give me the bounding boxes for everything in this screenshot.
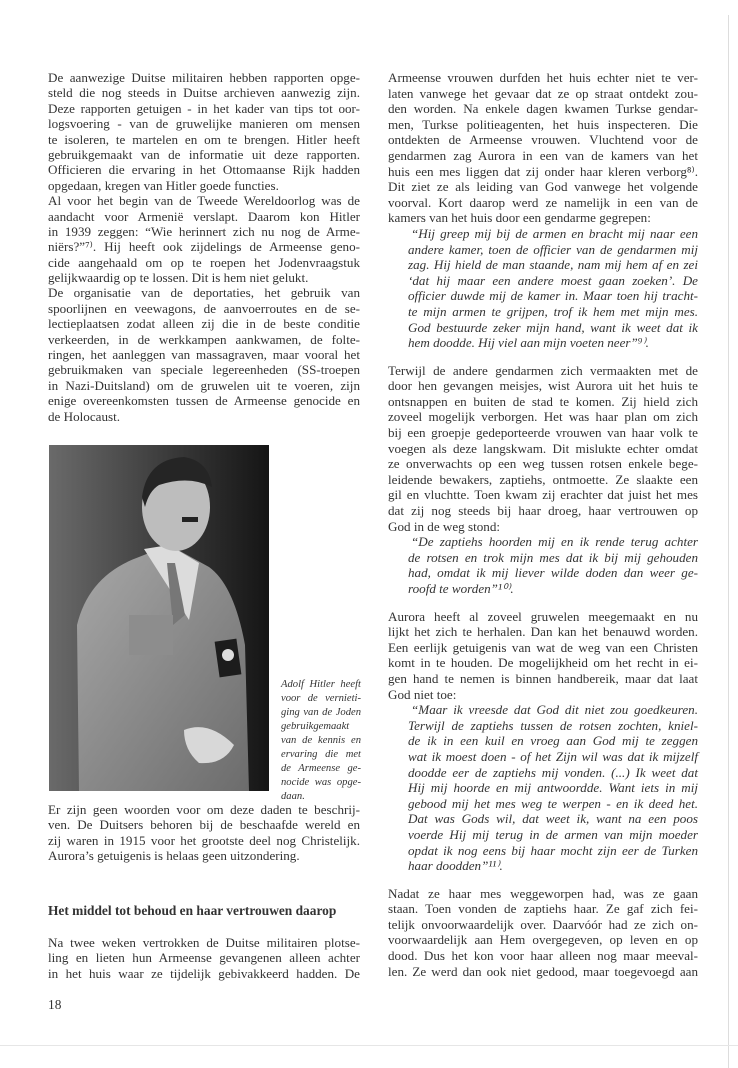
text-line: dood. Dus het kon voor haar alleen nog maar meeval- [388,948,698,964]
text-line: steld die nog steeds in Duitse archieven aanwezig zijn. [48,85,360,101]
text-line: voerde Hij mij terug in de armen van mijn moeder [408,826,698,842]
text-line: gil en vluchtte. Toen kwam zij erachter dat juist het mes [388,487,698,503]
text-line: staan. Toen vonden de zaptiehs haar. Ze gaf zich fei- [388,901,698,917]
text-line: ontdekten de Armeense vrouwen. Vluchtend voor de [388,132,698,148]
left-column-top [48,70,360,424]
paragraph [48,193,360,285]
page-number: 18 [48,997,62,1012]
text-line: spoorlijnen en veewagons, de aanvoerroutes en de se- [48,300,360,316]
text-line: daan. [281,791,305,802]
text-line: Armeense vrouwen durfden het huis echter niet te ver- [388,70,698,85]
text-line: Na twee weken vertrokken de Duitse militairen plotse- [48,935,360,950]
text-line: de ik in een kuil en vroeg aan God mij te zeggen [408,733,698,749]
text-line: gebruikmaken van speciale legereenheden (SS-troepen [48,362,360,378]
text-line: aandacht voor Armenië verslapt. Daarom kon Hitler [48,208,360,224]
page-bottom-line [0,1045,738,1046]
paragraph [388,609,698,703]
text-line: bij een groepje gedeporteerde vrouwen van haar volk te [388,425,698,441]
section-heading: Het middel tot behoud en haar vertrouwen daarop [48,903,337,918]
text-line: Deze rapporten getuigen - in het kader van tips tot oor- [48,100,360,116]
paragraph [48,285,360,424]
text-line: ontsnappen en buiten de stad te komen. Zij hield zich [388,393,698,409]
quote [408,702,698,874]
text-line: men, Turkse politieagenten, het huis inspecteren. Die [388,116,698,132]
text-line: logsvoering - van de gruwelijke manieren om mensen [48,116,360,132]
text-line: gebruikgemaakt [281,721,350,732]
text-line: de rotsen en trok mijn mes dat ik bij mij gehouden [408,549,698,565]
text-line: Een eerlijk getuigenis van wat de weg van een Christen [388,639,698,655]
text-line: De aanwezige Duitse militairen hebben rapporten opge- [48,70,360,85]
page-edge-line [728,15,729,1068]
text-line: roofd te worden”¹⁰⁾. [408,581,514,596]
text-line: in Nazi-Duitsland) om de gruwelen uit te voeren, zijn [48,377,360,393]
text-line: had, omdat ik mij liever wilde doden dan weer ge- [408,565,698,581]
text-line: kamers van het huis door een gendarme gegrepen: [388,210,651,226]
text-line: laten vanwege het gevaar dat ze op straat ontdekt zou- [388,85,698,101]
text-line: Hij mij hoorde en mij antwoordde. Want iets in mij [408,780,698,796]
text-line: ervaring die met [281,749,361,760]
text-line: in het huis waar ze tijdelijk gebivakkeerd hadden. De [48,965,360,981]
text-line: officier duwde mij de kamer in. Maar toen hij tracht- [408,288,698,304]
text-line: zag. Hij hield de man staande, nam mij hem af en zei [408,257,698,273]
text-line: voorwaardelijk aan Hem overgegeven, op leven en op [388,932,698,948]
photo-caption [281,678,361,804]
text-line: Dit ziet ze als leiding van God vanwege het volgende [388,179,698,195]
paragraph [48,70,360,193]
text-line: ze onverwachts op een weg tussen rotsen enkele bege- [388,456,698,472]
text-line: komt in te houden. De mogelijkheid om het recht in ei- [388,655,698,671]
text-line: voorval. Kort daarop werd ze namelijk in een van de [388,194,698,210]
text-line: wat ik moest doen - of het Zijn wil was dat ik mijzelf [408,748,698,764]
portrait-photo [49,445,269,791]
text-line: nocide was opge- [281,777,361,788]
quote [408,534,698,596]
text-line: hem doodde. Hij viel aan mijn voeten neer”⁹⁾. [408,335,649,351]
text-line: dat zij nog steeds bij haar droeg, haar vertrouwen op [388,503,698,519]
left-column-bottom [48,935,360,981]
left-column-after-photo [48,802,360,864]
text-line: ging van de Joden [281,707,361,718]
paragraph [388,363,698,535]
paragraph [48,802,360,864]
text-line: Aurora heeft al zoveel gruwelen meegemaakt en nu [388,608,698,624]
text-line: verkeerden, in de werkkampen aankwamen, de folte- [48,331,360,347]
text-line: Terwijl de andere gendarmen zich vermaakten met de [388,362,698,378]
text-line: Officieren die ervaring in het Ottomaanse Rijk hadden [48,162,360,178]
text-line: te mijn armen te grijpen, trof ik hem met mijn mes. [408,303,698,319]
text-line: “Hij greep mij bij de armen en bracht mij naar een [411,225,698,241]
text-line: ‘dat hij maar een andere moest gaan zoeken’. De [408,272,698,288]
text-line: len. Ze werd dan ook niet gedood, maar toegevoegd aan [388,963,698,979]
text-line: lijkt het zich te herhalen. Dan kan het benauwd worden. [388,624,698,640]
text-line: opgedaan, kregen van Hitler goede functies. [48,177,279,193]
text-line: ringen, het aanleggen van massagraven, maar vooral het [48,347,360,363]
text-line: De organisatie van de deportaties, het gebruik van [48,285,360,301]
text-line: God in de weg stond: [388,518,501,534]
text-line: huis een mes liggen dat zij onder haar kleren verborg⁸⁾. [388,163,698,179]
text-line: ven. De Duitsers behoren bij de beschaafde wereld en [48,817,360,833]
text-line: Nadat ze haar mes weggeworpen had, was ze gaan [388,885,698,901]
paragraph [388,886,698,980]
text-line: leidende bewakers, zaptiehs, ontmoette. Ze slaakte een [388,471,698,487]
text-line: telijk onvoorwaardelijk over. Daarvóór had ze zich on- [388,916,698,932]
text-line: Dat was Gods wil, dat weet ik, want na een poos [408,811,698,827]
text-line: ling en lieten hun Armeense gevangenen alleen achter [48,950,360,966]
text-line: den worden. Na enkele dagen kwamen Turkse gendar- [388,101,698,117]
paragraph [48,935,360,981]
text-line: gelijkwaardig op te lossen. Dit is hem niet gelukt. [48,270,309,286]
text-line: zij waren in 1915 voor het grootste deel nog Christelijk. [48,832,360,848]
text-line: Aurora’s getuigenis is helaas geen uitzondering. [48,848,300,864]
text-line: enige overeenkomsten tussen de Armeense genocide en [48,393,360,409]
text-line: God niet toe: [388,686,457,702]
text-line: de Holocaust. [48,408,120,424]
text-line: voegen als deze langskwam. Dit mislukte echter omdat [388,440,698,456]
text-line: gebood mij het mes weg te werpen - en ik deed het. [408,795,698,811]
text-line: gendarmen zag Aurora in een van de kamers van het [388,147,698,163]
text-line: “Maar ik vreesde dat God dit niet zou goedkeuren. [411,702,698,718]
text-line: te isoleren, te martelen en om te brengen. Hitler heeft [48,131,360,147]
right-column [388,70,698,979]
text-line: voor de vernieti- [281,693,361,704]
text-line: lectieplaatsen zodat alleen zij die in de beste conditie [48,316,360,332]
text-line: gen hand te nemen is binnen handbereik, maar dat laat [388,670,698,686]
text-line: Terwijl de zaptiehs tussen de rotsen zochten, kniel- [408,717,698,733]
text-line: cide aangehaald om op te roepen het Jodenvraagstuk [48,254,360,270]
text-line: opdat ik nog eens bij haar mocht zijn eer de Turken [408,842,698,858]
text-line: Er zijn geen woorden voor om deze daden te beschrij- [48,802,360,817]
text-line: door hen gevangen meisjes, wist Aurora uit het huis te [388,378,698,394]
text-line: haar doodden”¹¹⁾. [408,858,503,874]
paragraph [388,70,698,226]
text-line: “De zaptiehs hoorden mij en ik rende terug achter [411,534,698,550]
quote [408,226,698,351]
text-line: in 1939 zeggen: “Wie herinnert zich nu nog de Arme- [48,223,360,239]
text-line: andere kamer, toen de officier van de gendarmen mij [408,241,698,257]
text-line: niërs?”⁷⁾. Hij heeft ook zijdelings de Armeense geno- [48,239,360,255]
text-line: gebruikgemaakt van de informatie uit deze rapporten. [48,146,360,162]
text-line: van de kennis en [281,735,361,746]
text-line: Al voor het begin van de Tweede Wereldoorlog was de [48,193,360,209]
text-line: doodde eer de zaptiehs mij vonden. (...) Ik weet dat [408,764,698,780]
text-line: God bestuurde zeker mijn hand, want ik weet dat ik [408,319,698,335]
text-line: zoveel mogelijk verborgen. Het was haar plan om zich [388,409,698,425]
text-line: de Armeense ge- [281,763,361,774]
text-line: Adolf Hitler heeft [281,679,361,690]
